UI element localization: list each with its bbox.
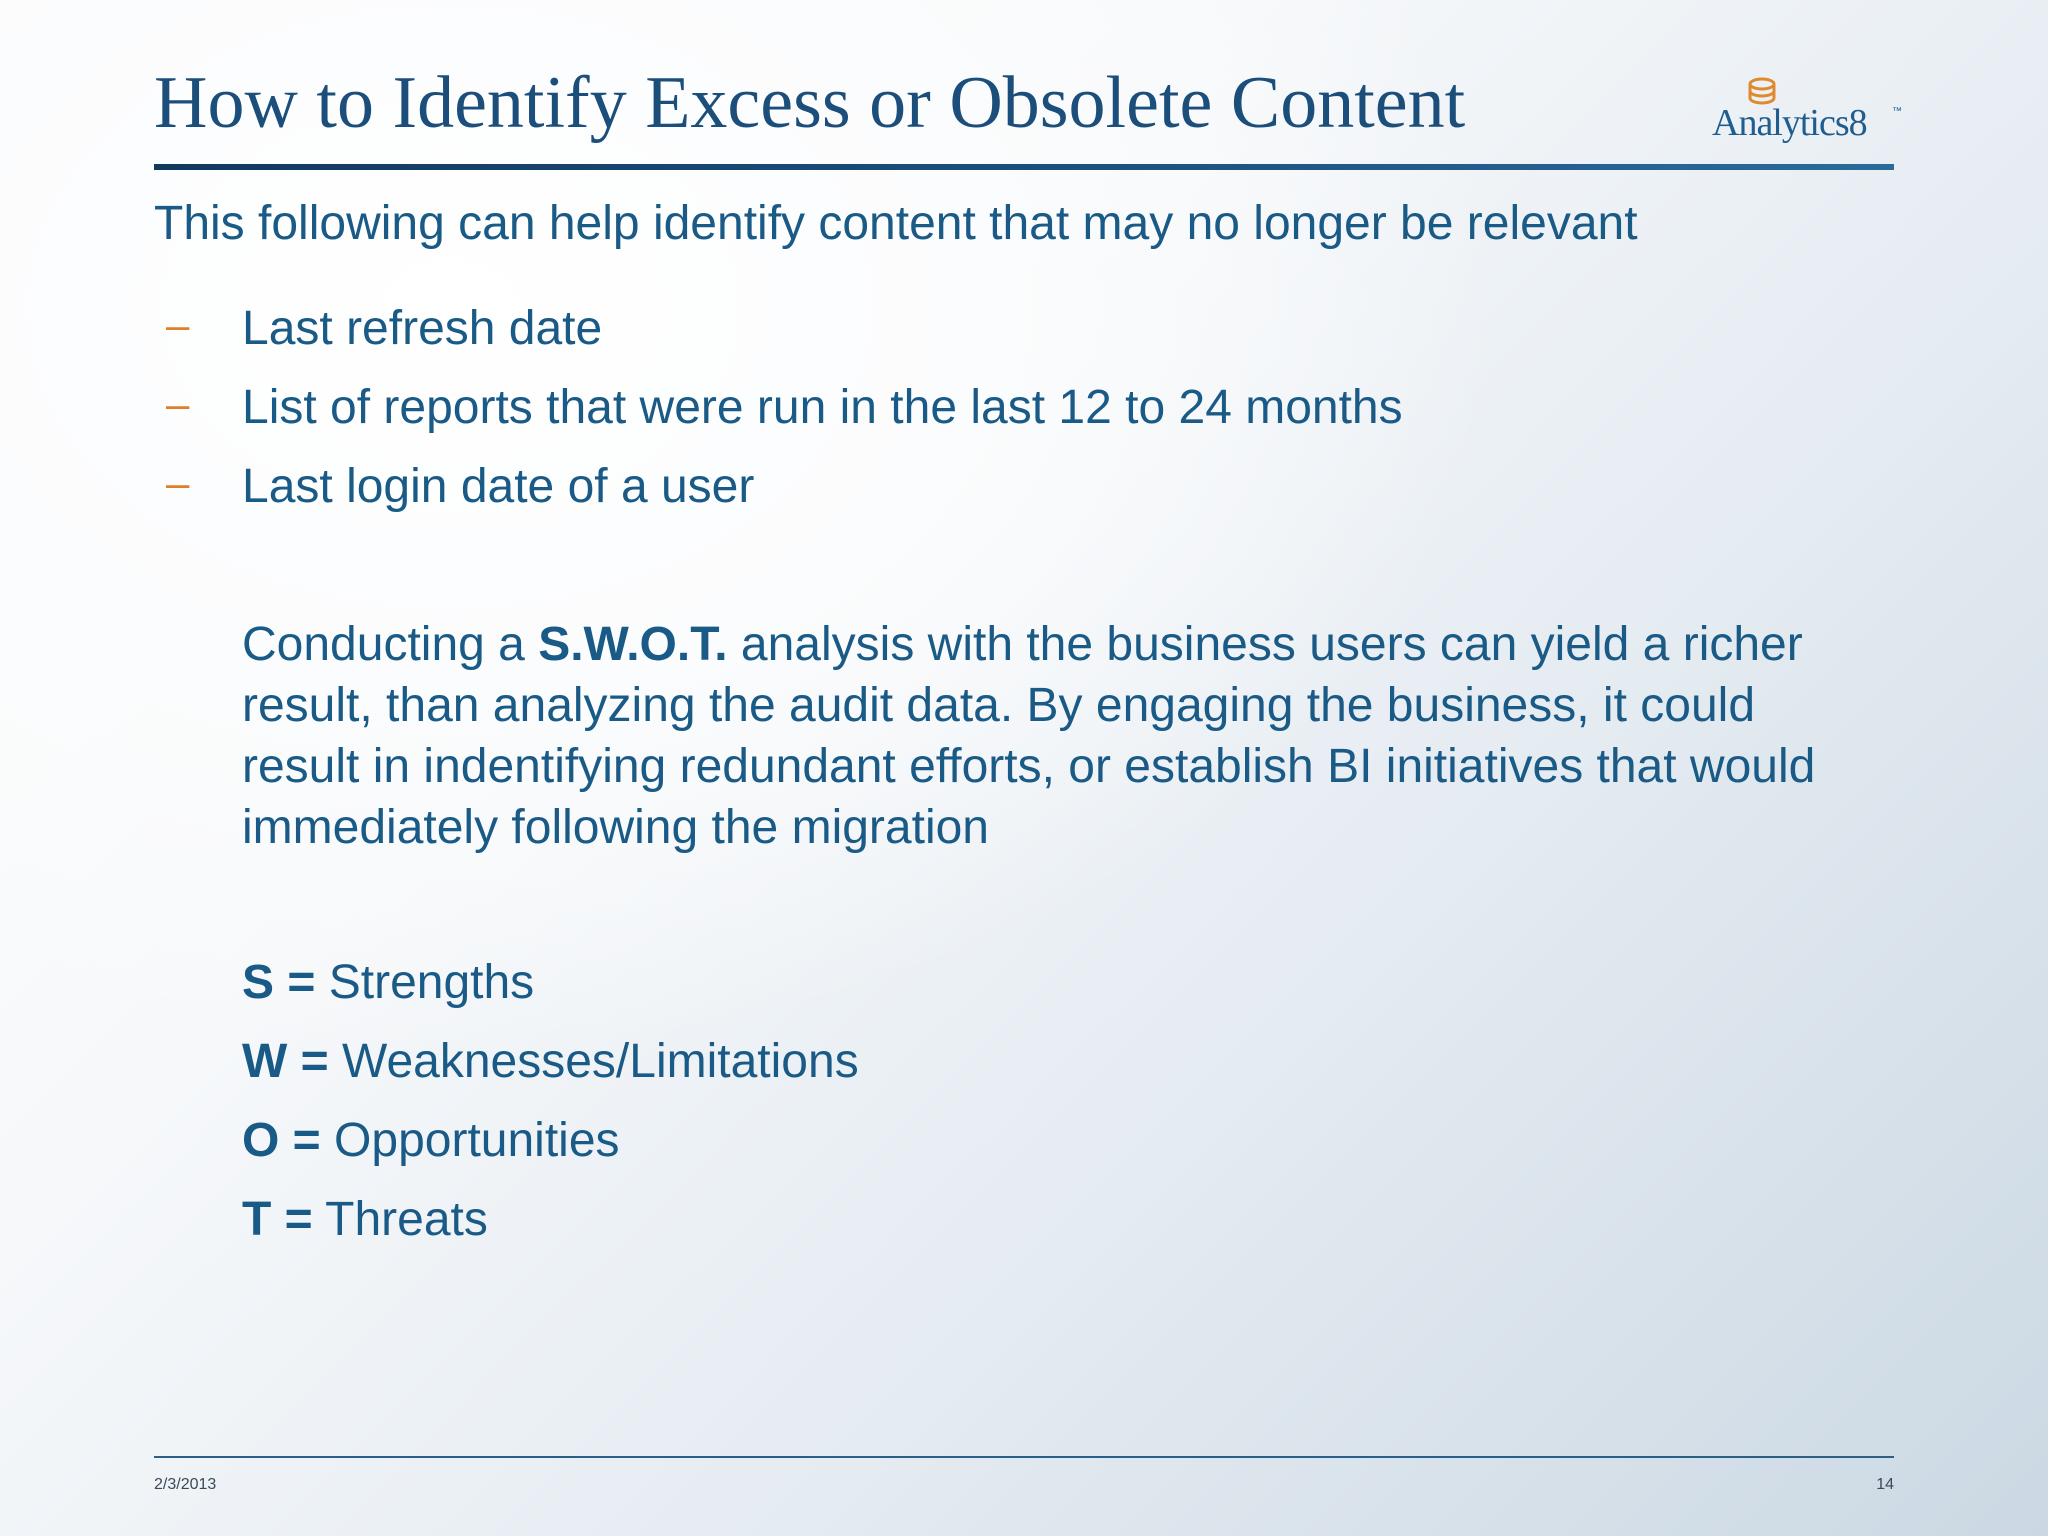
swot-key: W = — [242, 1035, 329, 1088]
swot-item-weaknesses — [242, 1033, 859, 1112]
paragraph-swot-bold: S.W.O.T. — [538, 618, 728, 671]
swot-value: Threats — [312, 1193, 488, 1246]
footer-date: 2/3/2013 — [154, 1476, 217, 1493]
page-number: 14 — [1876, 1476, 1894, 1493]
swot-key: O = — [242, 1114, 321, 1167]
swot-value: Strengths — [315, 956, 535, 1009]
title-underline — [154, 164, 1894, 170]
swot-key: S = — [242, 956, 316, 1009]
bullet-dash: – — [166, 301, 190, 348]
analytics8-logo — [1712, 76, 1902, 148]
logo-text: Analytics8 — [1712, 102, 1867, 144]
swot-paragraph — [242, 614, 1882, 858]
swot-key: T = — [242, 1193, 313, 1246]
paragraph-lead: Conducting a — [242, 618, 539, 671]
bullet-text: List of reports that were run in the last 12 to 24 months — [242, 381, 1403, 434]
bullet-dash: – — [166, 380, 190, 427]
swot-value: Weaknesses/Limitations — [328, 1035, 859, 1088]
logo-trademark: ™ — [1892, 106, 1902, 117]
swot-list — [242, 954, 859, 1270]
footer-divider — [154, 1456, 1894, 1458]
swot-item-threats — [242, 1191, 859, 1270]
slide-subtitle: This following can help identify content that may no longer be relevant — [154, 197, 1638, 250]
swot-value: Opportunities — [320, 1114, 620, 1167]
bullet-dash: – — [166, 459, 190, 506]
slide-title: How to Identify Excess or Obsolete Content — [154, 62, 1466, 144]
bullet-text: Last login date of a user — [242, 460, 755, 513]
swot-item-opportunities — [242, 1112, 859, 1191]
swot-item-strengths — [242, 954, 859, 1033]
bullet-text: Last refresh date — [242, 302, 603, 355]
paragraph-rest: analysis with the business users can yield a richer result, than analyzing the audit data. By engaging the business, it could result in indentifying redundant efforts, or establish BI initiatives that would immediately following the migration — [242, 618, 1816, 854]
